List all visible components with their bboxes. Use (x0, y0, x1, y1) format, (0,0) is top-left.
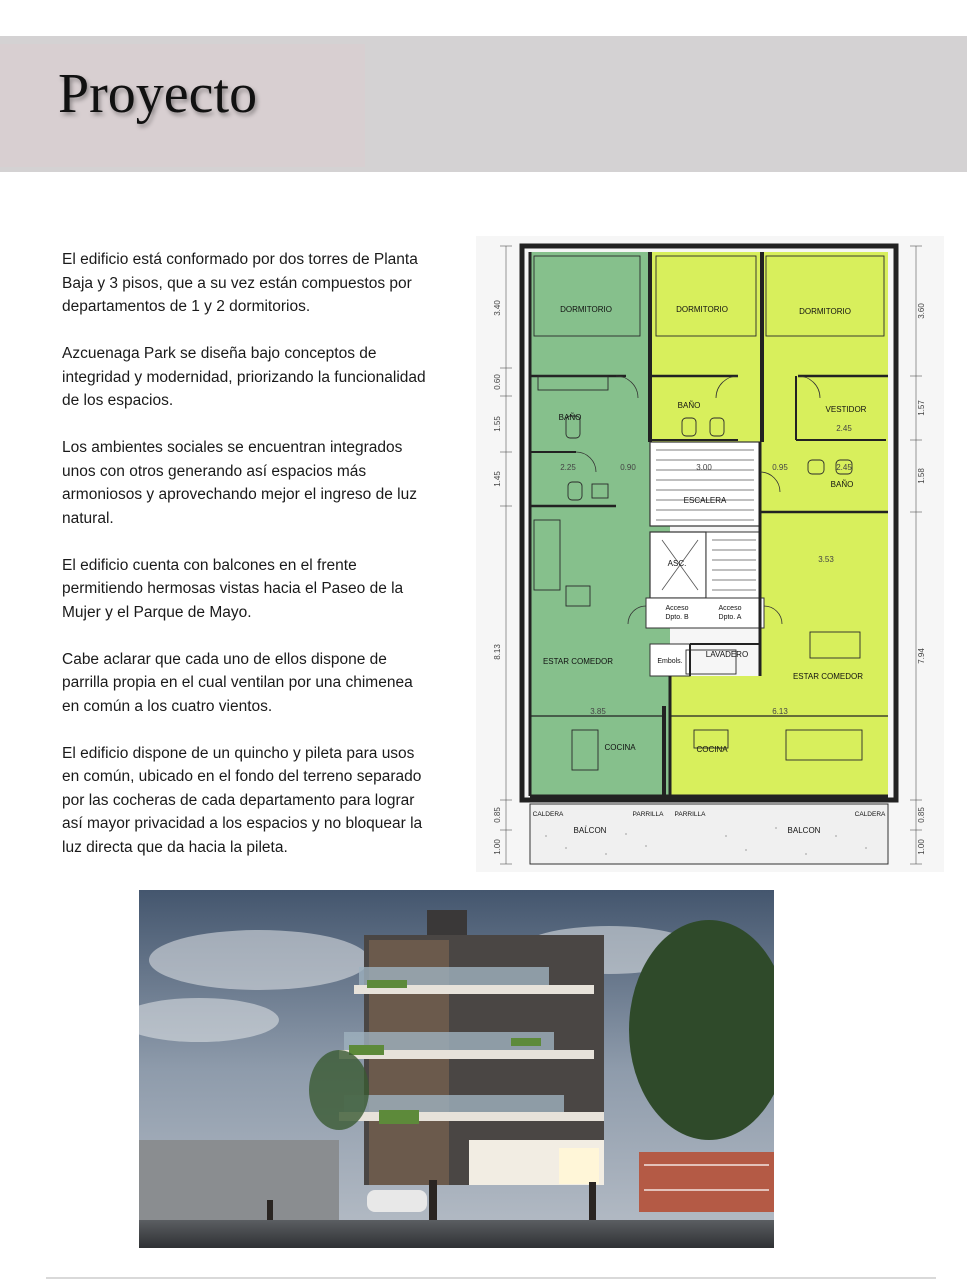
core-stair-lower (706, 532, 760, 598)
dim-right-3-60: 3.60 (917, 303, 926, 319)
room-estar-comedor-b: ESTAR COMEDOR (542, 657, 614, 666)
dim-right-1-58: 1.58 (917, 468, 926, 484)
footer-divider (46, 1277, 936, 1279)
intro-paragraph-1: El edificio está conformado por dos torres de Planta Baja y 3 pisos, que a su vez están compuestos por departamentos de 1 y 2 dormitorios. (62, 251, 418, 315)
room-dormitorio-b: DORMITORIO (560, 305, 612, 314)
room-escalera: ESCALERA (683, 496, 727, 505)
room-caldera-b: CALDERA (532, 811, 564, 818)
room-acceso-b: Acceso Dpto. B (665, 605, 689, 621)
room-bano-a2: BAÑO (830, 480, 854, 489)
intro-paragraph-2: Azcuenaga Park se diseña bajo conceptos de integridad y modernidad, priorizando la funcionalidad de los espacios. (62, 345, 426, 409)
dim-3-53: 3.53 (818, 555, 834, 564)
room-parrilla-a: PARRILLA (674, 811, 706, 818)
dim-left-0-60: 0.60 (493, 374, 502, 390)
dim-2-45-vestidor: 2.45 (836, 424, 852, 433)
stair-core (650, 442, 760, 526)
dim-left-3-40: 3.40 (493, 300, 502, 316)
left-house (139, 1140, 339, 1220)
intro-paragraph-5: Cabe aclarar que cada uno de ellos dispone de parrilla propia en el cual ventilan por una chimenea en común a los cuatro vientos. (62, 650, 413, 715)
room-parrilla-b: PARRILLA (632, 811, 664, 818)
room-estar-comedor-a: ESTAR COMEDOR (792, 672, 864, 681)
room-bano-a1: BAÑO (677, 401, 701, 410)
dim-left-1-45: 1.45 (493, 471, 502, 487)
dim-6-13: 6.13 (772, 707, 788, 716)
right-house (639, 1152, 774, 1212)
dim-right-7-94: 7.94 (917, 648, 926, 664)
room-bano-b: BAÑO (558, 413, 582, 422)
room-caldera-a: CALDERA (854, 811, 886, 818)
dim-left-1-55: 1.55 (493, 416, 502, 432)
room-dormitorio-a2: DORMITORIO (799, 307, 851, 316)
room-balcon-b: BALCON (573, 826, 607, 835)
dim-3-85: 3.85 (590, 707, 606, 716)
intro-paragraph-4: El edificio cuenta con balcones en el frente permitiendo hermosas vistas hacia el Paseo de la Mujer y el Parque de Mayo. (62, 556, 404, 621)
room-lavadero: LAVADERO (705, 650, 749, 659)
intro-text (62, 248, 432, 883)
intro-paragraph-3: Los ambientes sociales se encuentran integrados unos con otros generando así espacios más armoniosos y aprovechando mejor el ingreso de luz natural. (62, 439, 417, 527)
unit-a-kitchen-area (670, 676, 888, 796)
dim-right-1-00: 1.00 (917, 839, 926, 855)
dim-0-90: 0.90 (620, 463, 636, 472)
dim-left-8-13: 8.13 (493, 644, 502, 660)
room-cocina-b: COCINA (604, 743, 636, 752)
car (367, 1190, 427, 1212)
room-balcon-a: BALCON (787, 826, 821, 835)
ground (139, 1220, 774, 1248)
room-asc: ASC. (667, 559, 687, 568)
floor-plan (476, 236, 944, 872)
dim-0-95: 0.95 (772, 463, 788, 472)
dim-right-1-57: 1.57 (917, 400, 926, 416)
lobby-window (559, 1148, 599, 1184)
dim-2-25: 2.25 (560, 463, 576, 472)
room-embols: Embols. (657, 658, 683, 665)
room-vestidor: VESTIDOR (825, 405, 867, 414)
room-cocina-a: COCINA (696, 745, 728, 754)
room-acceso-a: Acceso Dpto. A (718, 605, 742, 621)
room-dormitorio-a1: DORMITORIO (676, 305, 728, 314)
access-hall (646, 598, 764, 628)
dim-right-0-85: 0.85 (917, 807, 926, 823)
page-title: Proyecto (58, 63, 258, 125)
left-tree (309, 1050, 369, 1130)
building-render (139, 890, 774, 1248)
dim-left-0-85: 0.85 (493, 807, 502, 823)
dim-2-45-bano: 2.45 (836, 463, 852, 472)
intro-paragraph-6: El edificio dispone de un quincho y pileta para usos en común, ubicado en el fondo del terreno separado por las cocheras de cada departamento para lograr así mayor privacidad a los espacios y no bloquear la luz directa que da hacia la pileta. (62, 744, 423, 856)
dim-3-00: 3.00 (696, 463, 712, 472)
dim-left-1-00: 1.00 (493, 839, 502, 855)
